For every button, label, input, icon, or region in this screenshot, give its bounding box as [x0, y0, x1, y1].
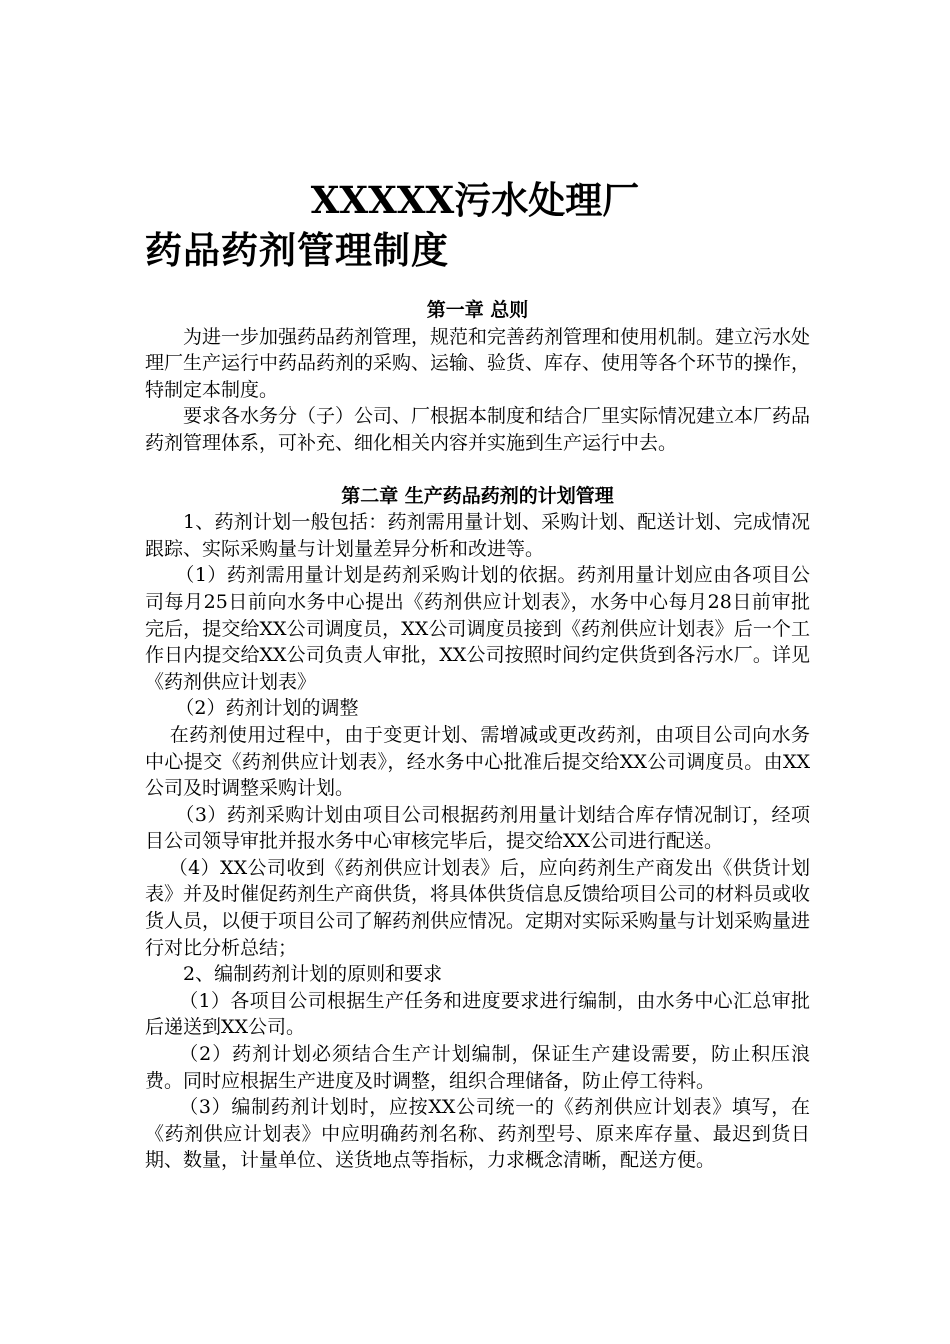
chapter2-paragraph: （3）药剂采购计划由项目公司根据药剂用量计划结合库存情况制订，经项目公司领导审批并报水务中心审核完毕后，提交给XX公司进行配送。 [145, 803, 810, 853]
chapter2-paragraph: （2）药剂计划必须结合生产计划编制，保证生产建设需要，防止积压浪费。同时应根据生产进度及时调整，组织合理储备，防止停工待料。 [145, 1043, 810, 1092]
document-title-line1: XXXXX污水处理厂 [310, 178, 640, 222]
chapter2-paragraph: 1、药剂计划一般包括：药剂需用量计划、采购计划、配送计划、完成情况跟踪、实际采购量与计划量差异分析和改进等。 [145, 511, 810, 560]
chapter1-paragraph: 为进一步加强药品药剂管理，规范和完善药剂管理和使用机制。建立污水处理厂生产运行中药品药剂的采购、运输、验货、库存、使用等各个环节的操作，特制定本制度。 [145, 325, 811, 401]
chapter2-paragraph: （3）编制药剂计划时，应按XX公司统一的《药剂供应计划表》填写，在《药剂供应计划表》中应明确药剂名称、药剂型号、原来库存量、最迟到货日期、数量，计量单位、送货地点等指标，力求概念清晰，配送方便。 [145, 1096, 810, 1172]
chapter1-paragraph: 要求各水务分（子）公司、厂根据本制度和结合厂里实际情况建立本厂药品药剂管理体系，可补充、细化相关内容并实施到生产运行中去。 [145, 405, 811, 454]
chapter2-paragraph: 在药剂使用过程中，由于变更计划、需增减或更改药剂，由项目公司向水务中心提交《药剂供应计划表》，经水务中心批准后提交给XX公司调度员。由XX公司及时调整采购计划。 [145, 723, 810, 800]
chapter2-paragraph: （1）各项目公司根据生产任务和进度要求进行编制，由水务中心汇总审批后递送到XX公司。 [145, 989, 810, 1039]
chapter2-paragraph: 2、编制药剂计划的原则和要求 [183, 963, 443, 986]
chapter1-heading: 第一章 总则 [426, 299, 529, 321]
chapter2-paragraph: （4）XX公司收到《药剂供应计划表》后，应向药剂生产商发出《供货计划表》并及时催促药剂生产商供货，将具体供货信息反馈给项目公司的材料员或收货人员，以便于项目公司了解药剂供应情况。定期对实际采购量与计划采购量进行对比分析总结； [145, 856, 811, 959]
document-body [145, 297, 810, 1174]
chapter2-heading: 第二章 生产药品药剂的计划管理 [341, 484, 614, 507]
document-title-line2: 药品药剂管理制度 [145, 228, 449, 272]
chapter2-paragraph: （1）药剂需用量计划是药剂采购计划的依据。药剂用量计划应由各项目公司每月25日前向水务中心提出《药剂供应计划表》，水务中心每月28日前审批完后，提交给XX公司调度员，XX公司调度员接到《药剂供应计划表》后一个工作日内提交给XX公司负责人审批，XX公司按照时间约定供货到各污水厂。详见《药剂供应计划表》 [145, 564, 810, 693]
chapter2-paragraph: （2）药剂计划的调整 [175, 697, 359, 720]
